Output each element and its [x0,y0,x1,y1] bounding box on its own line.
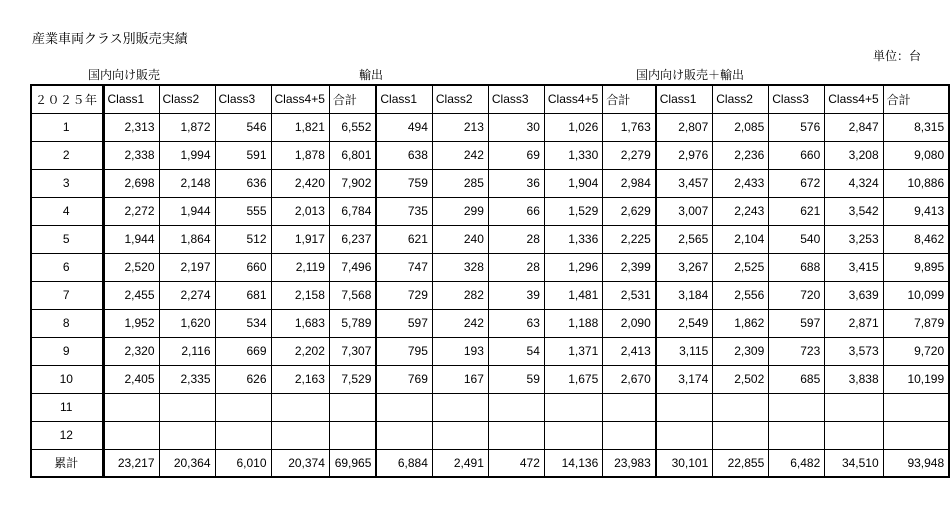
value-cell [329,421,376,449]
value-cell: 2,119 [271,253,329,281]
value-cell: 2,335 [159,365,215,393]
total-row-label: 累計 [31,449,103,477]
value-cell [488,393,544,421]
value-cell [603,393,656,421]
value-cell: 1,481 [544,281,602,309]
value-cell: 2,313 [103,113,159,141]
value-cell: 3,007 [656,197,713,225]
value-cell [713,393,769,421]
value-cell: 621 [376,225,432,253]
value-cell: 688 [769,253,825,281]
value-cell: 3,457 [656,169,713,197]
month-cell: 8 [31,309,103,337]
total-value-cell: 22,855 [713,449,769,477]
value-cell: 2,197 [159,253,215,281]
value-cell: 672 [769,169,825,197]
column-header: Class3 [488,85,544,113]
value-cell: 3,184 [656,281,713,309]
value-cell: 576 [769,113,825,141]
month-row [31,365,949,393]
column-header: Class4+5 [544,85,602,113]
value-cell: 2,531 [603,281,656,309]
value-cell: 28 [488,225,544,253]
total-value-cell: 6,884 [376,449,432,477]
value-cell: 2,243 [713,197,769,225]
value-cell: 1,330 [544,141,602,169]
total-value-cell: 34,510 [825,449,883,477]
sales-table [30,84,950,478]
value-cell: 4,324 [825,169,883,197]
value-cell: 669 [215,337,271,365]
column-header: Class2 [713,85,769,113]
month-cell: 10 [31,365,103,393]
total-value-cell: 69,965 [329,449,376,477]
value-cell: 1,529 [544,197,602,225]
value-cell: 626 [215,365,271,393]
value-cell: 512 [215,225,271,253]
total-value-cell: 472 [488,449,544,477]
value-cell: 2,698 [103,169,159,197]
value-cell: 10,886 [883,169,949,197]
month-row [31,225,949,253]
column-header: Class1 [103,85,159,113]
value-cell [103,421,159,449]
value-cell [103,393,159,421]
value-cell [713,421,769,449]
month-cell: 11 [31,393,103,421]
unit-label: 単位：台 [872,49,921,63]
value-cell: 328 [432,253,488,281]
value-cell: 3,415 [825,253,883,281]
value-cell: 1,336 [544,225,602,253]
column-header: Class1 [656,85,713,113]
value-cell: 1,620 [159,309,215,337]
value-cell: 720 [769,281,825,309]
total-value-cell: 23,983 [603,449,656,477]
value-cell: 2,976 [656,141,713,169]
value-cell: 2,090 [603,309,656,337]
total-value-cell: 2,491 [432,449,488,477]
value-cell: 8,462 [883,225,949,253]
value-cell: 167 [432,365,488,393]
value-cell: 2,158 [271,281,329,309]
value-cell [883,421,949,449]
column-header: Class2 [432,85,488,113]
value-cell: 7,529 [329,365,376,393]
value-cell: 2,502 [713,365,769,393]
value-cell: 6,801 [329,141,376,169]
value-cell: 3,573 [825,337,883,365]
value-cell: 2,225 [603,225,656,253]
value-cell [825,393,883,421]
value-cell [544,421,602,449]
value-cell: 2,520 [103,253,159,281]
value-cell: 36 [488,169,544,197]
column-header: Class3 [769,85,825,113]
value-cell: 1,675 [544,365,602,393]
value-cell: 240 [432,225,488,253]
value-cell: 2,629 [603,197,656,225]
month-row [31,169,949,197]
value-cell: 39 [488,281,544,309]
value-cell [883,393,949,421]
value-cell: 2,405 [103,365,159,393]
value-cell: 2,338 [103,141,159,169]
column-header: Class4+5 [271,85,329,113]
value-cell: 1,862 [713,309,769,337]
group-label-domestic: 国内向け販売 [88,68,161,82]
value-cell: 299 [432,197,488,225]
value-cell: 1,296 [544,253,602,281]
value-cell: 591 [215,141,271,169]
value-cell: 3,115 [656,337,713,365]
value-cell: 1,878 [271,141,329,169]
month-cell: 12 [31,421,103,449]
page-title: 産業車両クラス別販売実績 [32,31,188,46]
column-header: 合計 [883,85,949,113]
value-cell: 769 [376,365,432,393]
value-cell: 2,272 [103,197,159,225]
value-cell: 8,315 [883,113,949,141]
value-cell: 2,013 [271,197,329,225]
month-row [31,253,949,281]
month-cell: 2 [31,141,103,169]
month-row [31,281,949,309]
value-cell: 3,542 [825,197,883,225]
value-cell: 2,274 [159,281,215,309]
value-cell: 3,253 [825,225,883,253]
value-cell: 3,267 [656,253,713,281]
month-row [31,197,949,225]
value-cell [376,393,432,421]
value-cell: 494 [376,113,432,141]
value-cell: 5,789 [329,309,376,337]
value-cell: 2,549 [656,309,713,337]
value-cell: 2,104 [713,225,769,253]
value-cell: 30 [488,113,544,141]
month-row [31,113,949,141]
value-cell [825,421,883,449]
value-cell: 2,565 [656,225,713,253]
value-cell: 1,188 [544,309,602,337]
value-cell: 193 [432,337,488,365]
month-row [31,337,949,365]
value-cell: 1,872 [159,113,215,141]
column-header: 合計 [329,85,376,113]
value-cell: 1,944 [103,225,159,253]
value-cell [603,421,656,449]
value-cell [544,393,602,421]
year-header-cell: ２０２５年 [31,85,103,113]
value-cell: 9,720 [883,337,949,365]
value-cell: 685 [769,365,825,393]
value-cell: 540 [769,225,825,253]
month-cell: 3 [31,169,103,197]
value-cell: 2,413 [603,337,656,365]
value-cell: 2,525 [713,253,769,281]
value-cell: 1,994 [159,141,215,169]
value-cell: 28 [488,253,544,281]
value-cell [432,393,488,421]
column-header: Class4+5 [825,85,883,113]
value-cell: 1,952 [103,309,159,337]
value-cell: 6,237 [329,225,376,253]
value-cell: 2,320 [103,337,159,365]
value-cell [271,393,329,421]
value-cell: 1,904 [544,169,602,197]
value-cell: 735 [376,197,432,225]
value-cell: 242 [432,141,488,169]
value-cell: 7,902 [329,169,376,197]
value-cell: 10,099 [883,281,949,309]
value-cell: 597 [769,309,825,337]
value-cell: 597 [376,309,432,337]
value-cell [215,421,271,449]
value-cell: 9,895 [883,253,949,281]
total-value-cell: 6,482 [769,449,825,477]
value-cell [432,421,488,449]
value-cell: 7,568 [329,281,376,309]
value-cell: 2,085 [713,113,769,141]
value-cell: 2,670 [603,365,656,393]
month-cell: 4 [31,197,103,225]
total-value-cell: 14,136 [544,449,602,477]
value-cell: 1,864 [159,225,215,253]
value-cell: 2,847 [825,113,883,141]
value-cell: 723 [769,337,825,365]
column-header: Class1 [376,85,432,113]
month-cell: 5 [31,225,103,253]
month-row [31,393,949,421]
value-cell: 282 [432,281,488,309]
value-cell: 1,026 [544,113,602,141]
group-label-export: 輸出 [359,68,384,82]
value-cell: 1,944 [159,197,215,225]
value-cell: 285 [432,169,488,197]
total-value-cell: 20,374 [271,449,329,477]
value-cell: 213 [432,113,488,141]
value-cell: 2,202 [271,337,329,365]
value-cell: 7,307 [329,337,376,365]
value-cell: 2,116 [159,337,215,365]
value-cell: 69 [488,141,544,169]
value-cell: 2,236 [713,141,769,169]
value-cell: 621 [769,197,825,225]
value-cell: 3,208 [825,141,883,169]
month-row [31,309,949,337]
month-row [31,141,949,169]
value-cell [656,421,713,449]
total-value-cell: 93,948 [883,449,949,477]
value-cell: 729 [376,281,432,309]
value-cell: 2,399 [603,253,656,281]
value-cell: 10,199 [883,365,949,393]
value-cell: 534 [215,309,271,337]
value-cell: 63 [488,309,544,337]
value-cell: 2,420 [271,169,329,197]
value-cell: 795 [376,337,432,365]
value-cell: 2,279 [603,141,656,169]
value-cell [769,393,825,421]
value-cell: 59 [488,365,544,393]
total-value-cell: 20,364 [159,449,215,477]
value-cell [376,421,432,449]
month-cell: 1 [31,113,103,141]
column-header: Class2 [159,85,215,113]
total-row [31,449,949,477]
value-cell [215,393,271,421]
column-header: Class3 [215,85,271,113]
value-cell: 9,080 [883,141,949,169]
value-cell: 636 [215,169,271,197]
value-cell [271,421,329,449]
value-cell: 2,984 [603,169,656,197]
total-value-cell: 23,217 [103,449,159,477]
value-cell [769,421,825,449]
month-cell: 9 [31,337,103,365]
value-cell: 7,496 [329,253,376,281]
value-cell: 1,371 [544,337,602,365]
value-cell: 3,639 [825,281,883,309]
table-body [31,113,949,477]
total-value-cell: 6,010 [215,449,271,477]
value-cell: 1,683 [271,309,329,337]
value-cell: 638 [376,141,432,169]
value-cell: 2,309 [713,337,769,365]
value-cell: 2,455 [103,281,159,309]
value-cell: 1,763 [603,113,656,141]
group-label-domestic-plus-export: 国内向け販売＋輸出 [636,68,745,82]
value-cell: 2,148 [159,169,215,197]
month-cell: 6 [31,253,103,281]
value-cell: 660 [769,141,825,169]
value-cell: 546 [215,113,271,141]
value-cell: 242 [432,309,488,337]
header-row [31,85,949,113]
value-cell: 555 [215,197,271,225]
value-cell: 1,821 [271,113,329,141]
value-cell: 681 [215,281,271,309]
month-row [31,421,949,449]
value-cell: 660 [215,253,271,281]
value-cell: 54 [488,337,544,365]
column-header: 合計 [603,85,656,113]
value-cell: 2,871 [825,309,883,337]
value-cell: 2,433 [713,169,769,197]
month-cell: 7 [31,281,103,309]
value-cell [656,393,713,421]
value-cell: 66 [488,197,544,225]
value-cell: 2,163 [271,365,329,393]
value-cell: 2,807 [656,113,713,141]
value-cell [329,393,376,421]
value-cell: 3,174 [656,365,713,393]
value-cell [159,393,215,421]
value-cell [159,421,215,449]
value-cell: 1,917 [271,225,329,253]
value-cell: 3,838 [825,365,883,393]
total-value-cell: 30,101 [656,449,713,477]
table-head [31,85,949,113]
value-cell: 759 [376,169,432,197]
value-cell: 7,879 [883,309,949,337]
value-cell: 747 [376,253,432,281]
value-cell: 6,784 [329,197,376,225]
value-cell: 6,552 [329,113,376,141]
value-cell: 2,556 [713,281,769,309]
value-cell: 9,413 [883,197,949,225]
value-cell [488,421,544,449]
